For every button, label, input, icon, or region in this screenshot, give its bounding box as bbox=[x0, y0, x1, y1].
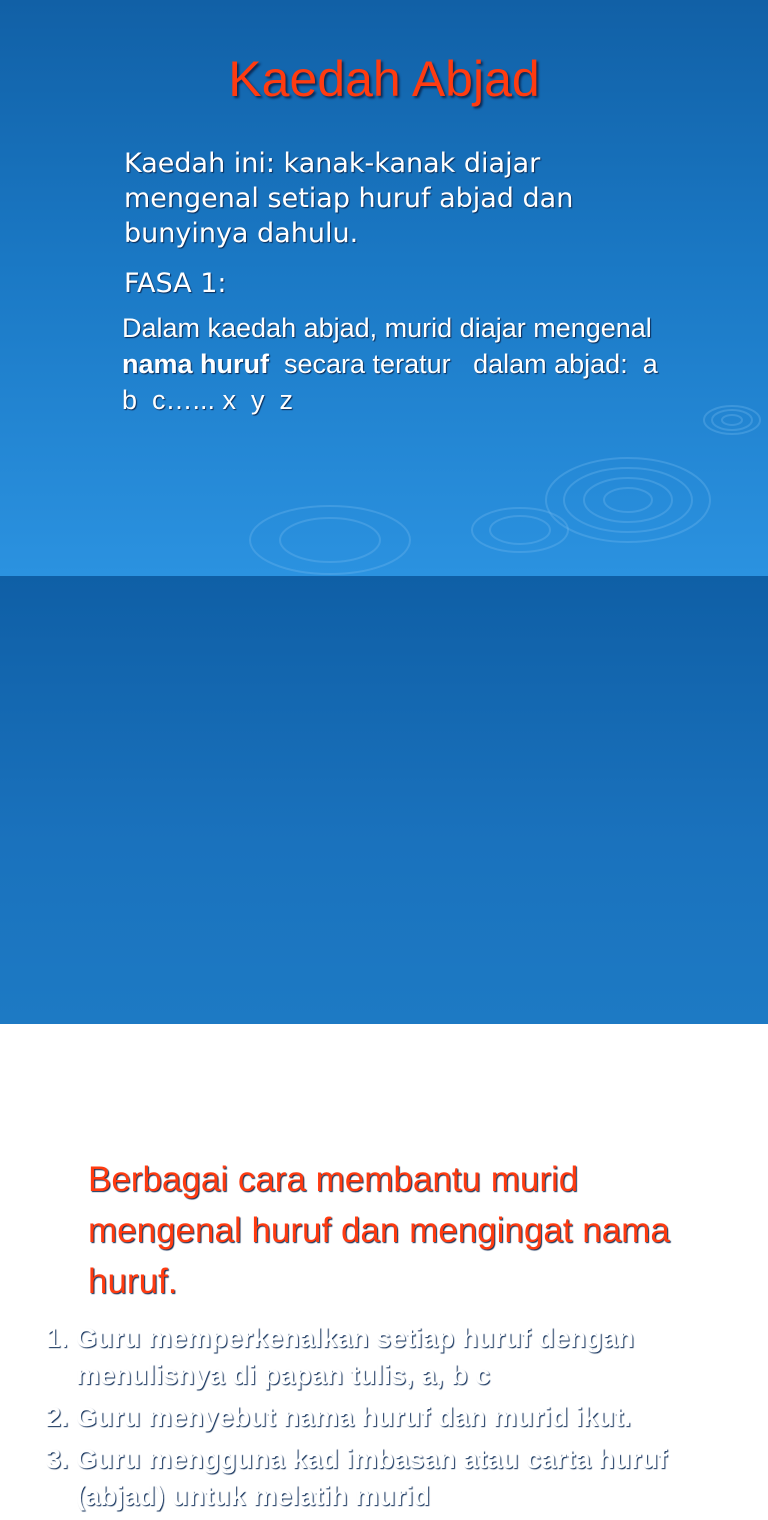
list-item-text: Guru mengguna kad imbasan atau carta huruf (abjad) untuk melatih murid bbox=[76, 1444, 668, 1511]
phase-description bbox=[122, 310, 682, 418]
list-item bbox=[46, 1399, 736, 1436]
list-item-number: 2. bbox=[46, 1402, 69, 1432]
list-item bbox=[46, 1441, 736, 1515]
intro-paragraph: Kaedah ini: kanak-kanak diajar mengenal setiap huruf abjad dan bunyinya dahulu. bbox=[124, 148, 574, 249]
method-list bbox=[46, 1320, 736, 1520]
slide-title: Kaedah Abjad bbox=[228, 51, 540, 107]
list-item-number: 3. bbox=[46, 1444, 69, 1474]
slide-cara-membantu bbox=[0, 576, 768, 1511]
phase-description-start: Dalam kaedah abjad, murid diajar mengenal bbox=[122, 313, 652, 343]
list-item-text: Guru menyebut nama huruf dan murid ikut. bbox=[76, 1402, 632, 1432]
phase-description-bold: nama huruf bbox=[122, 349, 270, 379]
phase-description-end: secara teratur dalam abjad: a b c…... x y z bbox=[122, 349, 673, 415]
slide-kaedah-abjad bbox=[0, 0, 768, 576]
list-item-text: Guru memperkenalkan setiap huruf dengan menulisnya di papan tulis, a, b c bbox=[76, 1323, 635, 1390]
list-item bbox=[46, 1320, 736, 1394]
list-item-number: 1. bbox=[46, 1323, 69, 1353]
phase-label: FASA 1: bbox=[124, 268, 227, 299]
slide-heading: Berbagai cara membantu murid mengenal huruf dan mengingat nama huruf. bbox=[88, 1160, 670, 1301]
